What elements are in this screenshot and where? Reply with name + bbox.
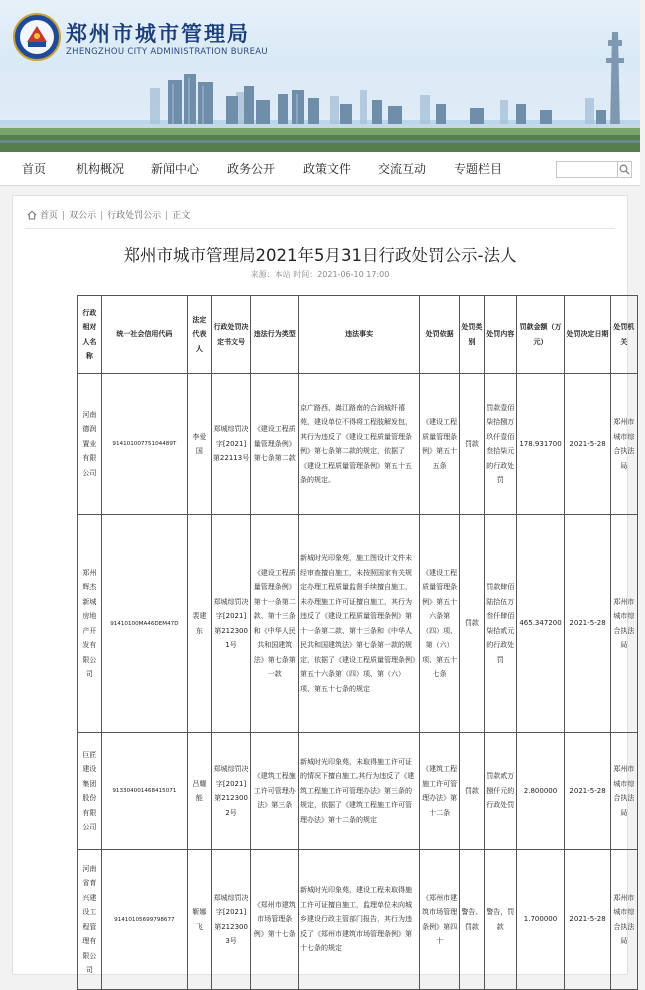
- cell-basis: 《郑州市建筑市场管理条例》第四十: [420, 850, 460, 990]
- article-title: 郑州市城市管理局2021年5月31日行政处罚公示-法人: [123, 246, 517, 265]
- site-title: 郑州市城市管理局: [66, 21, 250, 46]
- search-input[interactable]: [556, 161, 618, 178]
- nav-item-home[interactable]: 首页: [22, 162, 47, 176]
- table-row: [78, 850, 638, 990]
- cell-legal-rep: 裴建东: [187, 515, 211, 733]
- header-cell: 统一社会信用代码: [101, 296, 187, 374]
- header-cell: 法定代表人: [187, 296, 211, 374]
- cell-violation-type: 《郑州市建筑市场管理条例》第十七条: [251, 850, 299, 990]
- table-row: [78, 515, 638, 733]
- cell-violation-type: 《建筑工程施工许可管理办法》第三条: [251, 733, 299, 850]
- breadcrumb-double-publicity[interactable]: 双公示: [69, 211, 97, 221]
- cell-credit-code: 91410105699798677: [101, 850, 187, 990]
- cell-agency: 郑州市城市综合执法局: [610, 374, 637, 515]
- cell-content: 警告，罚款: [484, 850, 516, 990]
- cell-category: 警告、罚款: [459, 850, 484, 990]
- cell-doc-number: 郑城综罚决字[2021]第22113号: [211, 374, 251, 515]
- cell-basis: 《建设工程质量管理条例》第五十五条: [420, 374, 460, 515]
- breadcrumb-penalty-publicity[interactable]: 行政处罚公示: [107, 211, 162, 221]
- cell-legal-rep: 吕耀能: [187, 733, 211, 850]
- cell-agency: 郑州市城市综合执法局: [610, 515, 637, 733]
- cell-credit-code: 91410100775104489T: [101, 374, 187, 515]
- cell-amount: 1.700000: [516, 850, 565, 990]
- cell-basis: 《建筑工程施工许可管理办法》第十二条: [420, 733, 460, 850]
- header-cell: 行政相对人名称: [78, 296, 102, 374]
- site-subtitle: ZHENGZHOU CITY ADMINISTRATION BUREAU: [66, 47, 268, 57]
- cell-category: 罚款: [459, 515, 484, 733]
- cell-doc-number: 郑城综罚决字[2021]第2123001号: [211, 515, 251, 733]
- table-header-row: [78, 296, 638, 374]
- header-cell: 处罚机关: [610, 296, 637, 374]
- table-row: [78, 374, 638, 515]
- cell-legal-rep: 靳娜飞: [187, 850, 211, 990]
- nav-item-topics[interactable]: 专题栏目: [454, 162, 503, 176]
- cell-name: 郑州辉杰新城房地产开发有限公司: [78, 515, 102, 733]
- cell-legal-rep: 李爱国: [187, 374, 211, 515]
- cell-agency: 郑州市城市综合执法局: [610, 733, 637, 850]
- cell-credit-code: 913304001468415071: [101, 733, 187, 850]
- header-cell: 违法行为类型: [251, 296, 299, 374]
- search-icon: [619, 164, 630, 175]
- header-cell: 行政处罚决定书文号: [211, 296, 251, 374]
- cell-basis: 《建设工程质量管理条例》第五十六条第（四）项、第（六）项、第五十七条: [420, 515, 460, 733]
- divider: [25, 228, 615, 229]
- cell-name: 河南德润置业有限公司: [78, 374, 102, 515]
- header-cell: 处罚依据: [420, 296, 460, 374]
- header-cell: 处罚类别: [459, 296, 484, 374]
- cell-fact: 新城时光印象苑，建设工程未取得施工许可证擅自施工，监理单位未向城乡建设行政主管部门报告，其行为违反了《郑州市建筑市场管理条例》第十七条的规定: [299, 850, 420, 990]
- cell-content: 罚款贰万捌仟元的行政处罚: [484, 733, 516, 850]
- cell-date: 2021-5-28: [565, 374, 610, 515]
- header-cell: 处罚决定日期: [565, 296, 610, 374]
- home-icon: [27, 210, 37, 220]
- cell-doc-number: 郑城综罚决字[2021]第2123003号: [211, 850, 251, 990]
- cell-date: 2021-5-28: [565, 733, 610, 850]
- cell-amount: 178.931700: [516, 374, 565, 515]
- cell-credit-code: 91410100MA46DEM47D: [101, 515, 187, 733]
- table-row: [78, 733, 638, 850]
- cell-fact: 新城时光印象苑，施工图设计文件未经审查擅自施工，未按照国家有关规定办理工程质量监督手续擅自施工，未办理施工许可证擅自施工，其行为违反了《建设工程质量管理条例》第十一条第二款、第十三条和《中华人民共和国建筑法》第七条第一款的规定，依据了《建设工程质量管理条例》第五十六条第（四）项、第（六）项、第五十七条的规定: [299, 515, 420, 733]
- cell-content: 罚款肆佰陆拾伍万叁仟肆佰柒拾贰元的行政处罚: [484, 515, 516, 733]
- cell-amount: 2.800000: [516, 733, 565, 850]
- main-nav: [0, 152, 640, 186]
- cell-date: 2021-5-28: [565, 515, 610, 733]
- article-meta: 来源：本站 时间：2021-06-10 17:00: [250, 270, 390, 279]
- cell-name: 巨匠建设集团股份有限公司: [78, 733, 102, 850]
- cell-fact: 新城时光印象苑，未取得施工许可证的情况下擅自施工,其行为违反了《建筑工程施工许可管理办法》第三条的规定，依据了《建筑工程施工许可管理办法》第十二条的规定: [299, 733, 420, 850]
- nav-item-gov-affairs[interactable]: 政务公开: [227, 162, 276, 176]
- header-banner: [0, 0, 640, 152]
- penalty-table-wrapper: [77, 295, 645, 990]
- cell-name: 河南省育兴建设工程管理有限公司: [78, 850, 102, 990]
- cell-violation-type: 《建设工程质量管理条例》第十一条第二款、第十三条和《中华人民共和国建筑法》第七条第一款: [251, 515, 299, 733]
- header-cell: 违法事实: [299, 296, 420, 374]
- penalty-table: [77, 295, 638, 990]
- nav-item-interaction[interactable]: 交流互动: [378, 162, 427, 176]
- cell-category: 罚款: [459, 733, 484, 850]
- cell-fact: 京广路西、嵩江路南的合润城纤禧苑，建设单位不得将工程肢解发包，其行为违反了《建设工程质量管理条例》第七条第二款的规定，依据了《建设工程质量管理条例》第五十五条的规定。: [299, 374, 420, 515]
- cell-category: 罚款: [459, 374, 484, 515]
- header-cell: 处罚内容: [484, 296, 516, 374]
- breadcrumb: 首页 | 双公示 | 行政处罚公示 | 正文: [27, 208, 190, 221]
- breadcrumb-current: 正文: [172, 211, 191, 221]
- emblem-logo-icon: [12, 12, 62, 62]
- header-cell: 罚款金额（万元）: [516, 296, 565, 374]
- cell-amount: 465.347200: [516, 515, 565, 733]
- cell-date: 2021-5-28: [565, 850, 610, 990]
- cell-doc-number: 郑城综罚决字[2021]第2123002号: [211, 733, 251, 850]
- cell-violation-type: 《建设工程质量管理条例》第七条第二款: [251, 374, 299, 515]
- cell-content: 罚款壹佰柒拾捌万玖仟壹佰叁拾柒元的行政处罚: [484, 374, 516, 515]
- nav-item-about[interactable]: 机构概况: [76, 162, 125, 176]
- cell-agency: 郑州市城市综合执法局: [610, 850, 637, 990]
- nav-item-news[interactable]: 新闻中心: [151, 162, 200, 176]
- breadcrumb-home[interactable]: 首页: [40, 211, 59, 221]
- nav-item-policy[interactable]: 政策文件: [303, 162, 352, 176]
- search-button[interactable]: [618, 161, 632, 178]
